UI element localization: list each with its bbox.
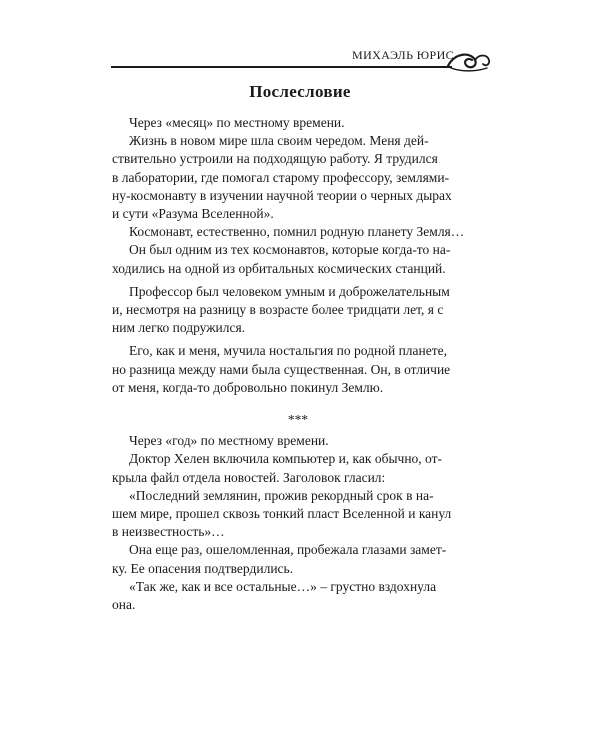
paragraph: Через «месяц» по местному времени. (129, 115, 345, 130)
paragraph: Профессор был человеком умным и доброжелательным и, несмотря на разницу в возрасте более тридцати лет, я с ним легко подружился. (112, 283, 450, 336)
swirl-ornament-icon (445, 48, 491, 74)
paragraph: Жизнь в новом мире шла своим чередом. Меня дей- ствительно устроили на подходящую работу. Я трудился в лаборатории, где помогал старому профессору, землями- ну-космонавту в изучении научной теории о черных дырах и сути «Разума Вселенной». (112, 133, 452, 222)
body-text (112, 114, 484, 614)
paragraph: Космонавт, естественно, помнил родную планету Земля… (129, 224, 465, 240)
paragraph: Его, как и меня, мучила ностальгия по родной планете, но разница между нами была существенная. Он, в отличие от меня, когда-то добровольно покинул Землю. (112, 343, 451, 395)
paragraph: Она еще раз, ошеломленная, пробежала глазами замет- ку. Ее опасения подтвердились. (112, 542, 447, 576)
chapter-title: Послесловие (249, 82, 351, 101)
paragraph: Через «год» по местному времени. (129, 433, 329, 449)
header-rule (111, 66, 452, 68)
paragraph: Он был одним из тех космонавтов, которые когда-то на- ходились на одной из орбитальных космических станций. (112, 242, 451, 276)
paragraph: «Последний землянин, прожив рекордный срок в на- шем мире, прошел сквозь тонкий пласт Вселенной и канул в неизвестность»… (112, 487, 452, 540)
paragraph: «Так же, как и все остальные…» – грустно вздохнула она. (112, 578, 437, 613)
running-head-author: МИХАЭЛЬ ЮРИС (352, 48, 455, 62)
paragraph: Доктор Хелен включила компьютер и, как обычно, от- крыла файл отдела новостей. Заголовок гласил: (112, 451, 443, 485)
running-header (0, 38, 600, 78)
section-separator: *** (287, 412, 309, 428)
